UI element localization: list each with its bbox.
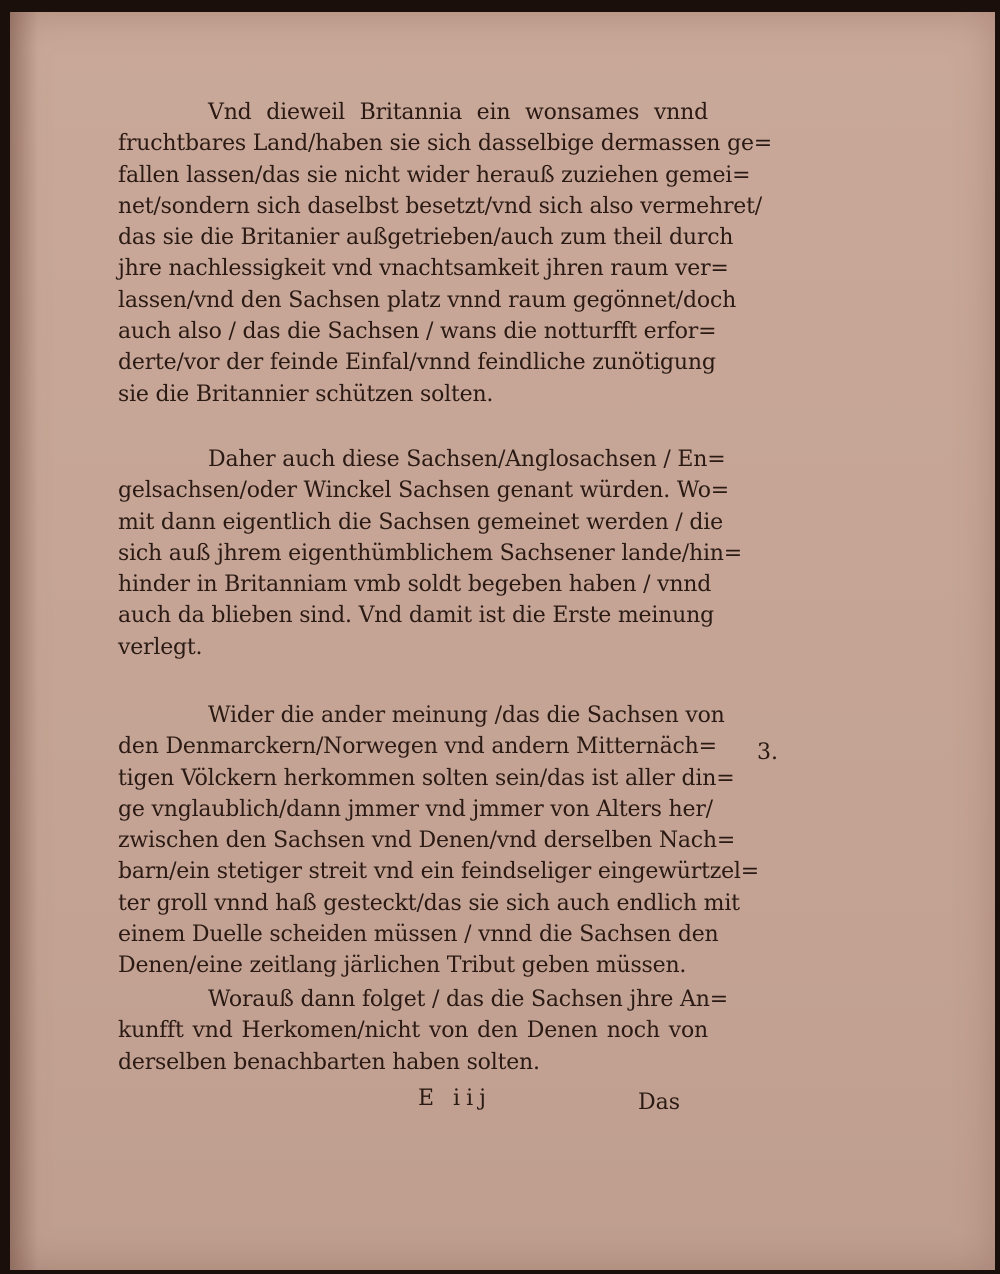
- text-line: den Denmarckern/Norwegen vnd andern Mitternäch=: [118, 734, 717, 760]
- paragraph-2: [118, 444, 742, 663]
- text-line: tigen Völckern herkommen solten sein/das ist aller din=: [118, 765, 735, 791]
- text-line: jhre nachlessigkeit vnd vnachtsamkeit jhren raum ver=: [118, 256, 729, 282]
- text-line: gelsachsen/oder Winckel Sachsen genant würden. Wo=: [118, 478, 730, 504]
- text-line: net/sondern sich daselbst besetzt/vnd sich also vermehret/: [118, 193, 762, 219]
- text-line: Daher auch diese Sachsen/Anglosachsen / En=: [208, 447, 726, 472]
- text-line: sie die Britannier schützen solten.: [118, 381, 494, 407]
- paragraph-1: [118, 97, 773, 410]
- text-line: mit dann eigentlich die Sachsen gemeinet werden / die: [118, 509, 723, 535]
- signature-mark: E iij: [418, 1086, 492, 1111]
- text-line: sich auß jhrem eigenthümblichem Sachsener lande/hin=: [118, 540, 742, 566]
- text-line: Wider die ander meinung /das die Sachsen von: [208, 703, 725, 728]
- text-line: auch da blieben sind. Vnd damit ist die Erste meinung: [118, 603, 714, 629]
- text-line: derselben benachbarten haben solten.: [118, 1049, 540, 1075]
- text-line: derte/vor der feinde Einfal/vnnd feindliche zunötigung: [118, 350, 716, 376]
- text-line: zwischen den Sachsen vnd Denen/vnd derselben Nach=: [118, 828, 736, 854]
- text-line: Vnd dieweil Britannia ein wonsames vnnd: [208, 100, 708, 125]
- catchword: Das: [638, 1090, 681, 1115]
- text-line: Worauß dann folget / das die Sachsen jhre An=: [208, 987, 728, 1012]
- document-page: [10, 12, 995, 1270]
- text-line: lassen/vnd den Sachsen platz vnnd raum gegönnet/doch: [118, 287, 737, 313]
- paragraph-4: [118, 984, 728, 1078]
- text-line: einem Duelle scheiden müssen / vnnd die Sachsen den: [118, 922, 719, 948]
- text-line: ter groll vnnd haß gesteckt/das sie sich auch endlich mit: [118, 890, 740, 916]
- text-line: hinder in Britanniam vmb soldt begeben haben / vnnd: [118, 572, 712, 598]
- text-line: fruchtbares Land/haben sie sich dasselbige dermassen ge=: [118, 131, 773, 157]
- text-line: das sie die Britanier außgetrieben/auch zum theil durch: [118, 225, 734, 251]
- text-line: kunfft vnd Herkomen/nicht von den Denen noch von: [118, 1018, 708, 1044]
- paragraph-3: [118, 700, 759, 982]
- text-line: ge vnglaublich/dann jmmer vnd jmmer von Alters her/: [118, 796, 713, 822]
- text-line: barn/ein stetiger streit vnd ein feindseliger eingewürtzel=: [118, 859, 759, 885]
- text-line: Denen/eine zeitlang järlichen Tribut geben müssen.: [118, 953, 687, 979]
- text-line: fallen lassen/das sie nicht wider herauß zuziehen gemei=: [118, 162, 751, 188]
- text-line: auch also / das die Sachsen / wans die notturfft erfor=: [118, 319, 717, 345]
- marginal-note: 3.: [757, 740, 778, 765]
- text-line: verlegt.: [118, 634, 203, 660]
